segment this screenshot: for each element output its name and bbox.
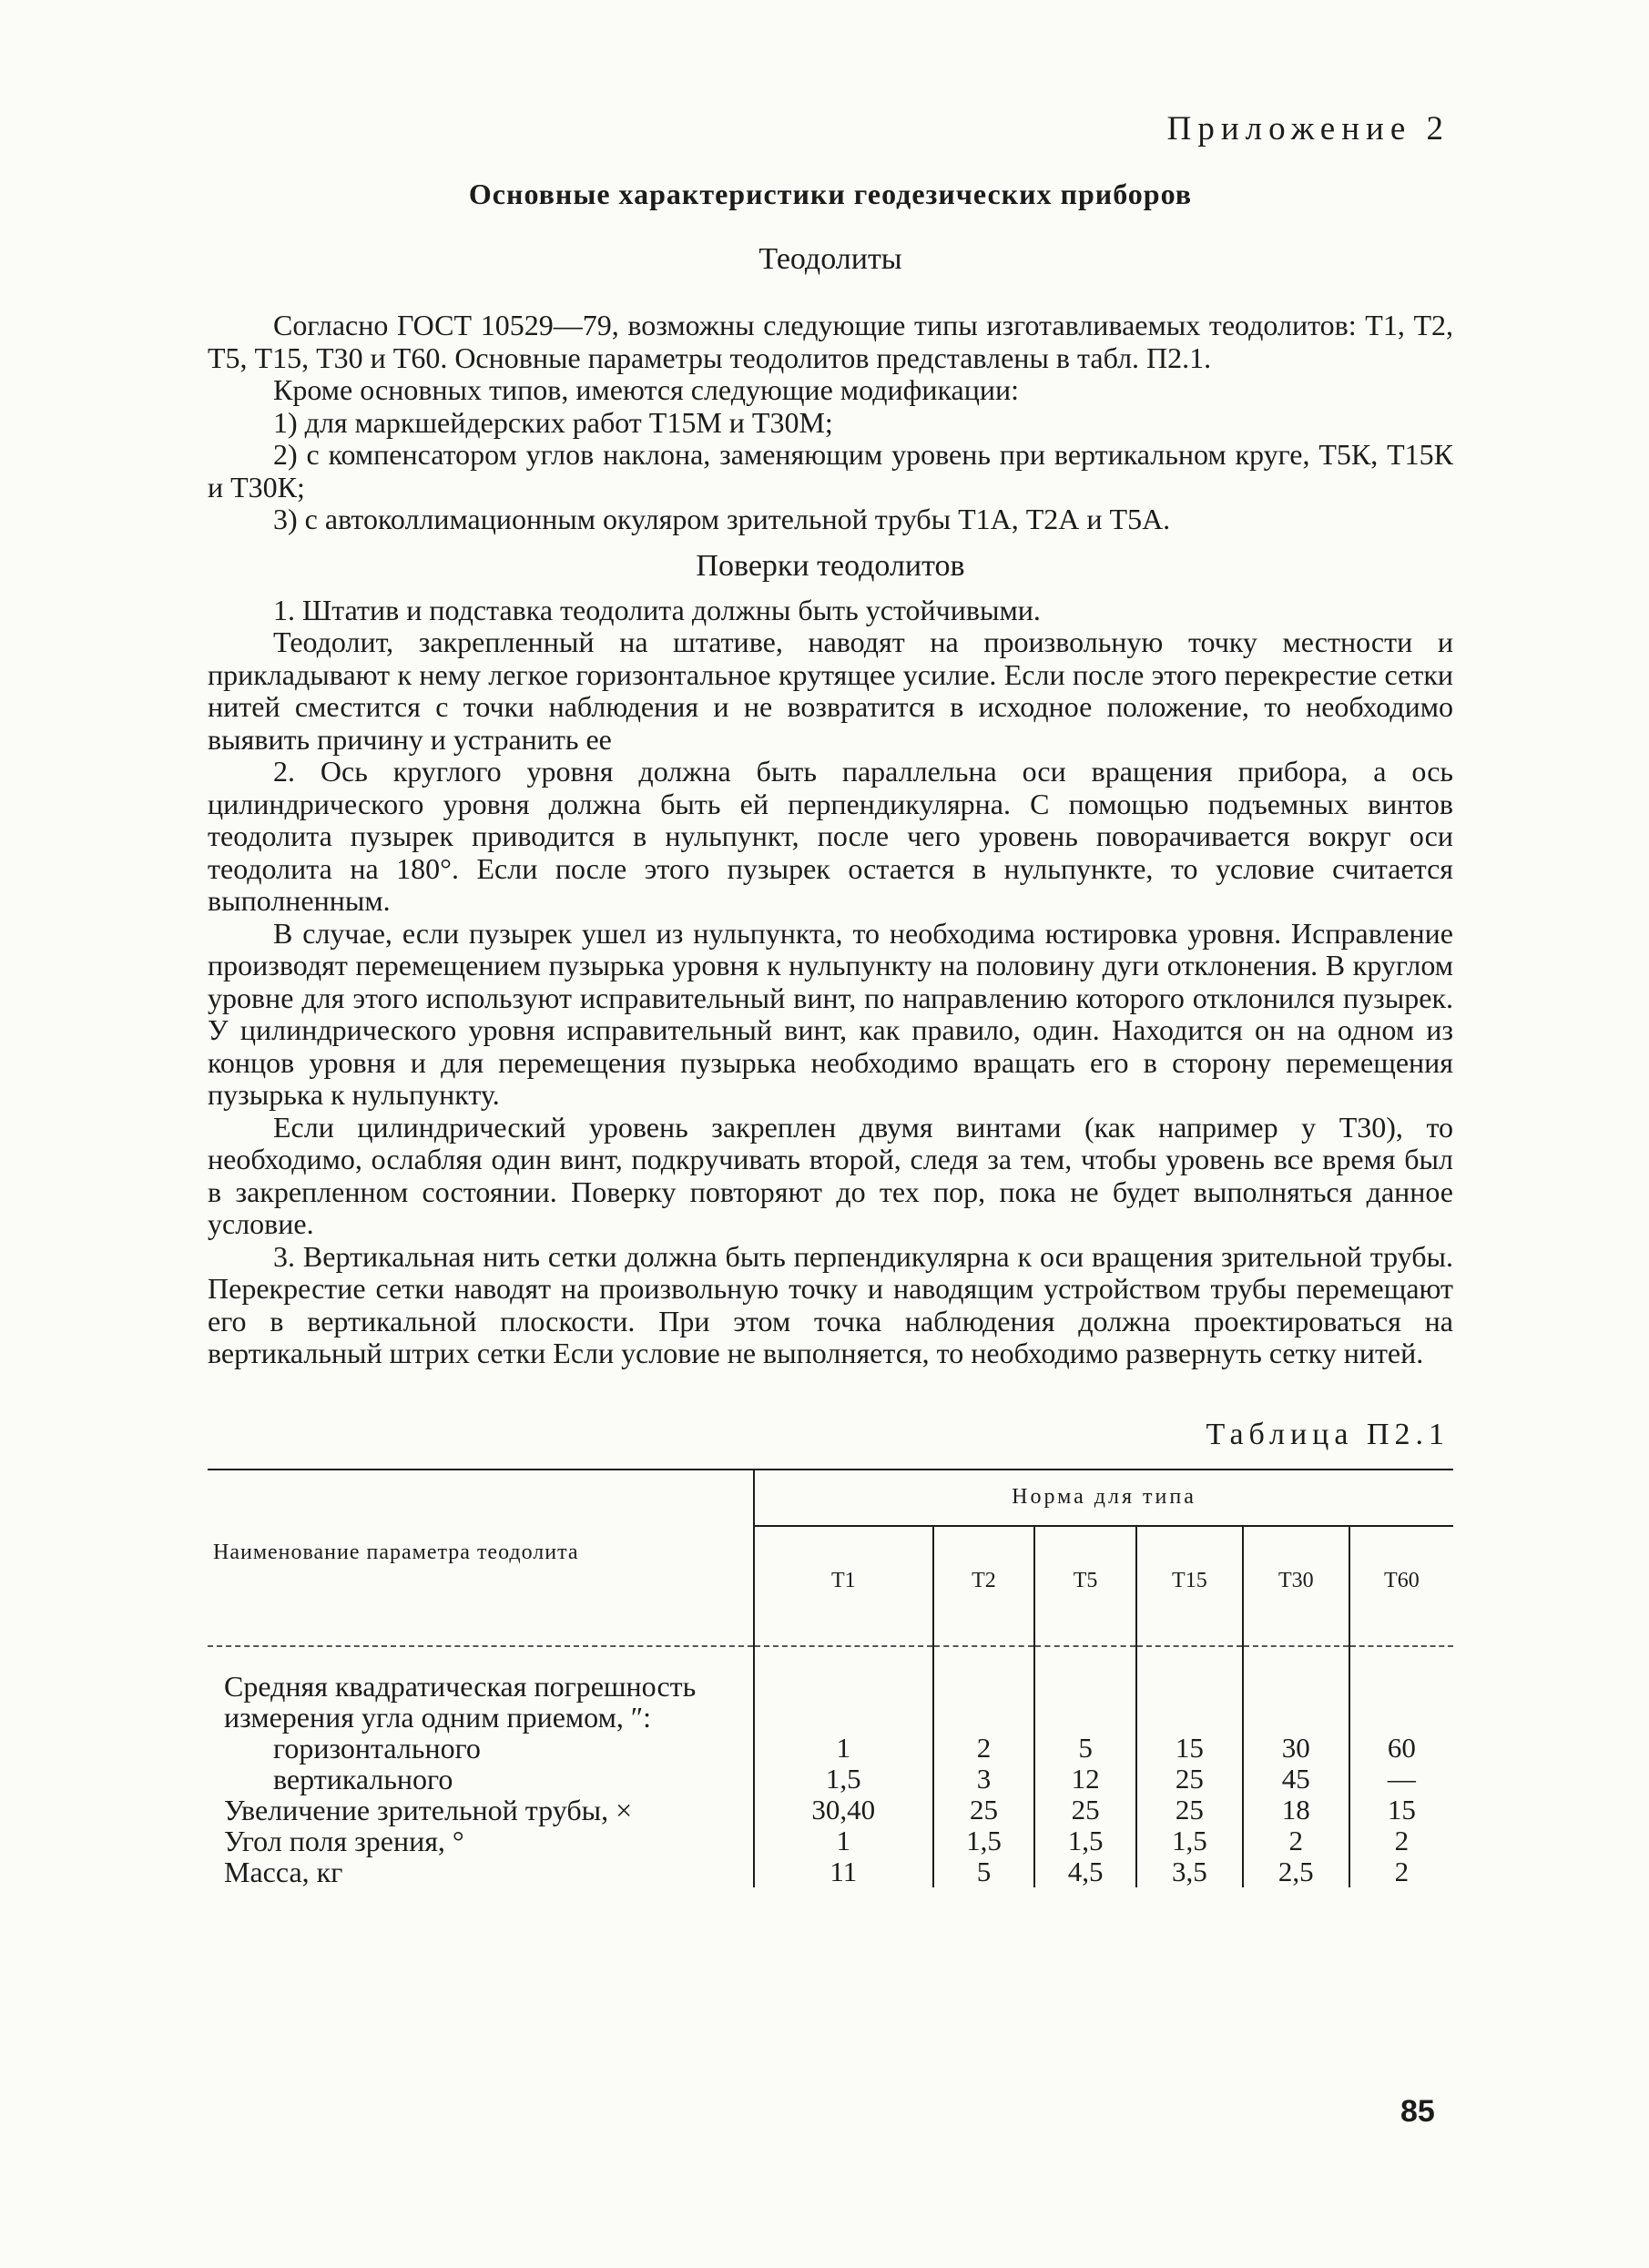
table-cell: 25 [1034,1795,1136,1826]
table-cell: 2 [1349,1856,1453,1887]
table-cell: 1,5 [933,1826,1035,1856]
document-title: Основные характеристики геодезических приборов [468,178,1193,210]
table-cell: 30,40 [754,1795,933,1826]
table-cell: 30 [1243,1733,1349,1764]
type-header: Т2 [933,1526,1035,1636]
table-cell: 60 [1349,1733,1453,1764]
table-cell: 25 [1136,1764,1243,1795]
table-cell: 12 [1034,1764,1136,1795]
check-paragraph: Теодолит, закрепленный на штативе, наводят на произвольную точку местности и прикладывают к нему легкое горизонтальное крутящее усилие. Если после этого перекрестие сетки нитей сместится с точки наблюдения и не возвратится в исходное положение, то необходимо выявить причину и устранить ее [208,625,1453,756]
table-cell [1349,1671,1453,1733]
table-cell: 25 [933,1795,1035,1826]
table-cell: 25 [1136,1795,1243,1826]
table-cell: 1,5 [754,1764,933,1795]
table-row [208,1764,1453,1795]
table-cell: 15 [1136,1733,1243,1764]
table-cell: 1,5 [1034,1826,1136,1856]
type-header: Т1 [754,1526,933,1636]
page [208,109,1453,1887]
table-row [208,1856,1453,1887]
list-item: 2) с компенсатором углов наклона, заменяющим уровень при вертикальном круге, Т5К, Т15К и Т30К; [208,438,1453,503]
list-item: 3) с автоколлимационным окуляром зрительной трубы Т1А, Т2А и Т5А. [273,503,1171,535]
list-item: 1) для маркшейдерских работ Т15М и Т30М; [273,405,833,439]
table-cell: 3,5 [1136,1856,1243,1887]
row-label: горизонтального [273,1731,481,1765]
page-number: 85 [1400,2094,1435,2129]
section-subtitle: Теодолиты [758,242,902,276]
table-cell: 4,5 [1034,1856,1136,1887]
table-cell: 2 [933,1733,1035,1764]
table-cell: 5 [933,1856,1035,1887]
table-cell: 5 [1034,1733,1136,1764]
check-heading: 1. Штатив и подставка теодолита должны быть устойчивыми. [273,593,1041,626]
table-caption: Таблица П2.1 [1206,1417,1450,1451]
table-cell: 11 [754,1856,933,1887]
spacer-row [208,1646,1453,1671]
table-cell: 1 [754,1826,933,1856]
header-separator [208,1636,1453,1646]
table-cell: 3 [933,1764,1035,1795]
table-row [208,1826,1453,1856]
table-cell [1136,1671,1243,1733]
row-label: вертикального [273,1762,453,1795]
table-cell: 18 [1243,1795,1349,1826]
intro-paragraph: Согласно ГОСТ 10529—79, возможны следующие типы изготавливаемых теодолитов: Т1, Т2, Т5, Т15, Т30 и Т60. Основные параметры теодолитов представлены в табл. П2.1. [208,309,1453,374]
check-paragraph: Если цилиндрический уровень закреплен двумя винтами (как например у Т30), то необходимо, ослабляя один винт, подкручивать второй, следя за тем, чтобы уровень все время был в закрепленном состоянии. Поверку повторяют до тех пор, пока не будет выполняться данное условие. [208,1110,1453,1240]
row-label: Средняя квадратическая погрешность измерения угла одним приемом, ″: [224,1669,697,1734]
table-cell: 2 [1243,1826,1349,1856]
type-header: Т30 [1243,1526,1349,1636]
table-cell: 1,5 [1136,1826,1243,1856]
table-cell: 2 [1349,1826,1453,1856]
type-header: Т5 [1034,1526,1136,1636]
table-cell: — [1349,1764,1453,1795]
table-cell: 15 [1349,1795,1453,1826]
check-paragraph: В случае, если пузырек ушел из нульпункта, то необходима юстировка уровня. Исправление производят перемещением пузырька уровня к нульпункту на половину дуги отклонения. В круглом уровне для этого используют исправительный винт, по направлению которого отклонился пузырек. У цилиндрического уровня исправительный винт, как правило, один. Находится он на одном из концов уровня и для перемещения пузырька необходимо вращать его в сторону перемещения пузырька к нульпункту. [208,916,1453,1111]
row-label: Угол поля зрения, ° [224,1824,464,1857]
section-title: Поверки теодолитов [696,548,965,583]
row-label: Масса, кг [224,1855,343,1888]
check-heading: 3. Вертикальная нить сетки должна быть перпендикулярна к оси вращения зрительной трубы. Перекрестие сетки наводят на произвольную точку и наводящим устройством трубы перемещают его в вертикальной плоскости. При этом точка наблюдения должна проектироваться на вертикальный штрих сетки Если условие не выполняется, то необходимо развернуть сетку нитей. [208,1239,1453,1369]
group-header: Норма для типа [754,1470,1453,1526]
table-cell [1034,1671,1136,1733]
intro-paragraph: Кроме основных типов, имеются следующие модификации: [273,373,1019,406]
type-header: Т15 [1136,1526,1243,1636]
table-cell: 45 [1243,1764,1349,1795]
check-heading: 2. Ось круглого уровня должна быть параллельна оси вращения прибора, а ось цилиндрического уровня должна быть ей перпендикулярна. С помощью подъемных винтов теодолита пузырек приводится в нульпункт, после чего уровень поворачивается вокруг оси теодолита на 180°. Если после этого пузырек остается в нульпункте, то условие считается выполненным. [208,755,1453,917]
parameters-table [208,1469,1453,1887]
table-cell: 1 [754,1733,933,1764]
type-header: Т60 [1349,1526,1453,1636]
table-row [208,1795,1453,1826]
appendix-label: Приложение 2 [1166,110,1450,147]
table-row [208,1733,1453,1764]
table-cell [933,1671,1035,1733]
row-label: Увеличение зрительной трубы, × [224,1793,633,1826]
table-cell: 2,5 [1243,1856,1349,1887]
table-row [208,1671,1453,1733]
table-cell [1243,1671,1349,1733]
table-cell [754,1671,933,1733]
param-column-header: Наименование параметра теодолита [213,1541,579,1564]
